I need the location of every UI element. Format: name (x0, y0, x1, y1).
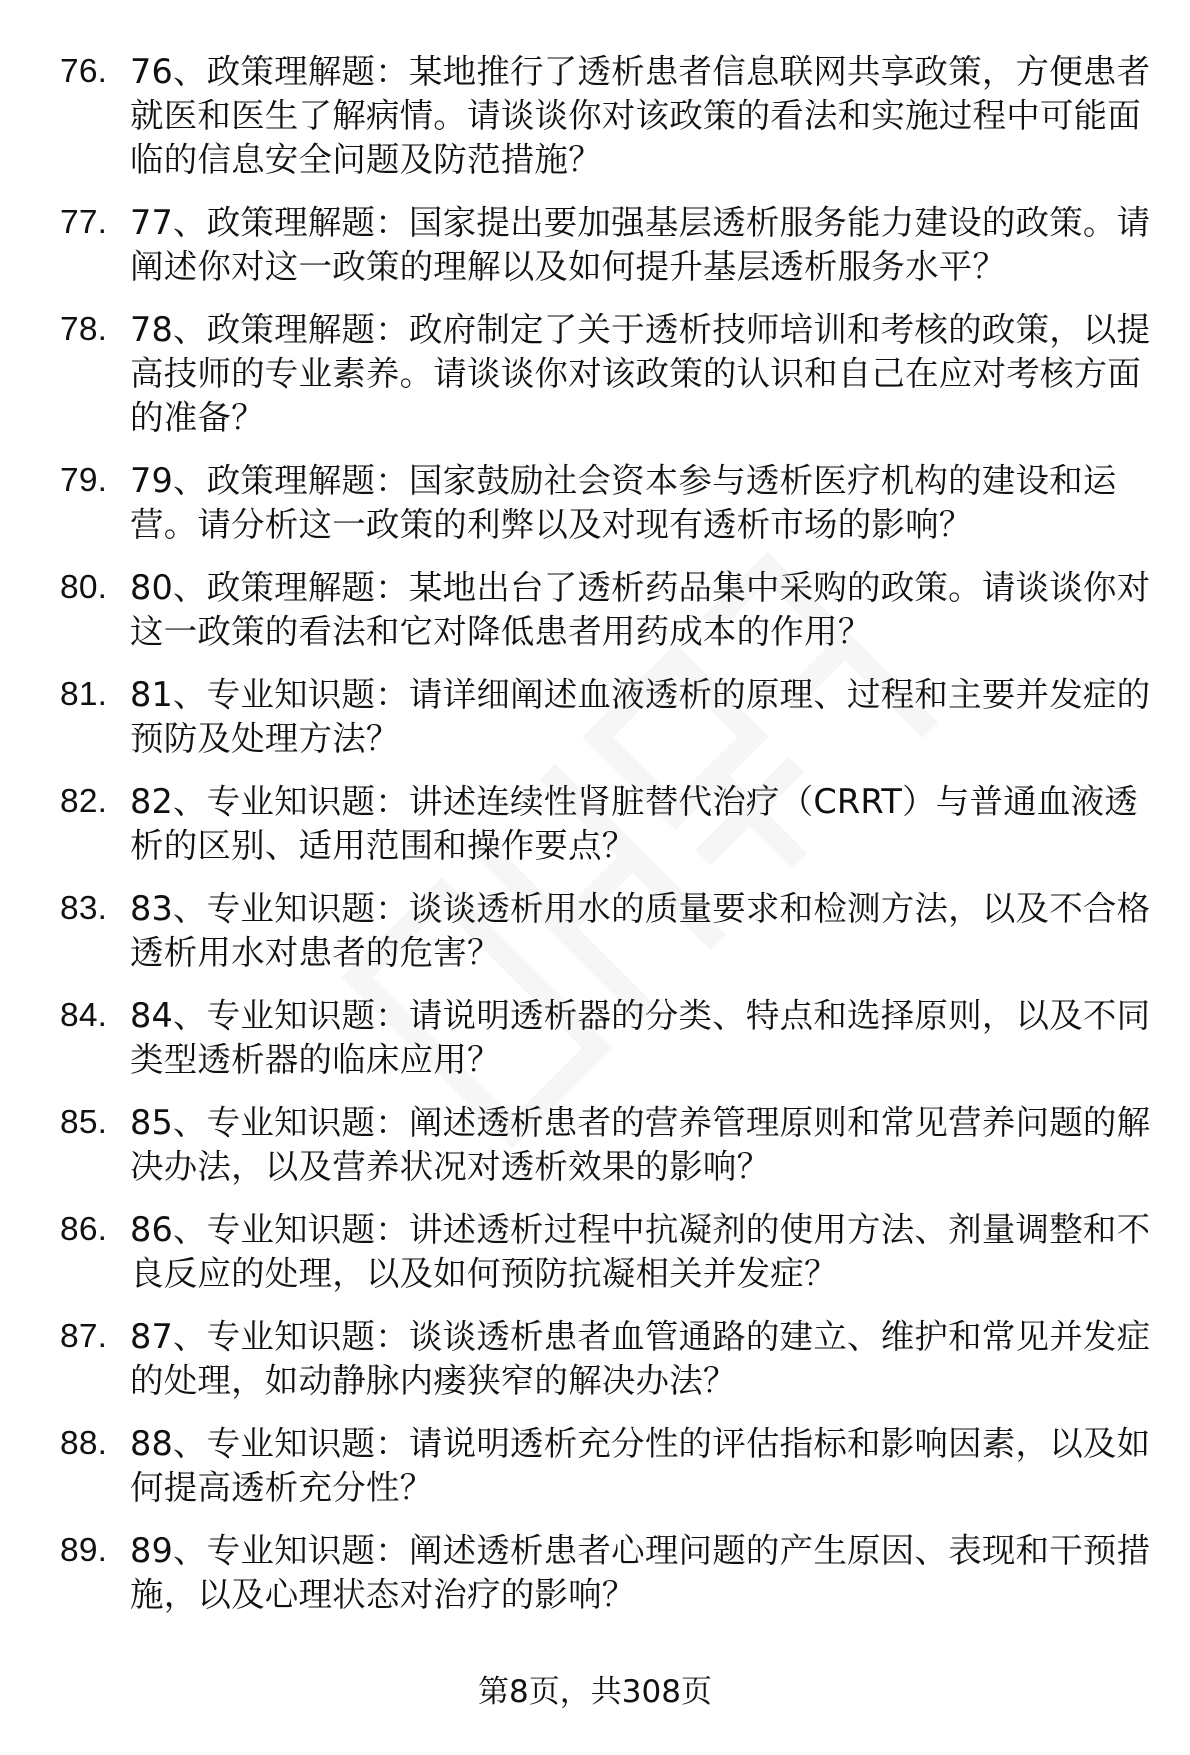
question-item (60, 1315, 1160, 1403)
question-item (60, 780, 1160, 868)
question-item (60, 459, 1160, 547)
question-item (60, 201, 1160, 289)
question-number: 87. (60, 1318, 108, 1355)
question-list (60, 50, 1160, 1636)
question-text: 77、政策理解题：国家提出要加强基层透析服务能力建设的政策。请阐述你对这一政策的理解以及如何提升基层透析服务水平？ (130, 203, 1151, 286)
question-item (60, 994, 1160, 1082)
question-item (60, 566, 1160, 654)
question-text: 81、专业知识题：请详细阐述血液透析的原理、过程和主要并发症的预防及处理方法？ (130, 675, 1151, 758)
question-number: 80. (60, 569, 108, 606)
question-text: 89、专业知识题：阐述透析患者心理问题的产生原因、表现和干预措施，以及心理状态对治疗的影响？ (130, 1531, 1151, 1614)
question-text: 79、政策理解题：国家鼓励社会资本参与透析医疗机构的建设和运营。请分析这一政策的利弊以及对现有透析市场的影响？ (130, 461, 1117, 544)
question-text: 87、专业知识题：谈谈透析患者血管通路的建立、维护和常见并发症的处理，如动静脉内瘘狭窄的解决办法？ (130, 1317, 1151, 1400)
question-number: 84. (60, 997, 108, 1034)
question-item (60, 1101, 1160, 1189)
question-number: 86. (60, 1211, 108, 1248)
question-text: 82、专业知识题：讲述连续性肾脏替代治疗（CRRT）与普通血液透析的区别、适用范围和操作要点？ (130, 782, 1138, 865)
question-item (60, 673, 1160, 761)
question-item (60, 50, 1160, 182)
question-text: 85、专业知识题：阐述透析患者的营养管理原则和常见营养问题的解决办法，以及营养状况对透析效果的影响？ (130, 1103, 1151, 1186)
page-footer: 第8页，共308页 (478, 1674, 712, 1710)
question-item (60, 887, 1160, 975)
question-text: 76、政策理解题：某地推行了透析患者信息联网共享政策，方便患者就医和医生了解病情。请谈谈你对该政策的看法和实施过程中可能面临的信息安全问题及防范措施？ (130, 52, 1151, 179)
question-item (60, 308, 1160, 440)
question-number: 77. (60, 204, 108, 241)
question-text: 84、专业知识题：请说明透析器的分类、特点和选择原则，以及不同类型透析器的临床应用？ (130, 996, 1151, 1079)
question-number: 78. (60, 311, 108, 348)
question-number: 83. (60, 890, 108, 927)
question-text: 88、专业知识题：请说明透析充分性的评估指标和影响因素，以及如何提高透析充分性？ (130, 1424, 1151, 1507)
question-number: 85. (60, 1104, 108, 1141)
question-item (60, 1422, 1160, 1510)
question-number: 88. (60, 1425, 108, 1462)
question-number: 82. (60, 783, 108, 820)
question-text: 78、政策理解题：政府制定了关于透析技师培训和考核的政策，以提高技师的专业素养。请谈谈你对该政策的认识和自己在应对考核方面的准备？ (130, 310, 1151, 437)
question-item (60, 1529, 1160, 1617)
question-text: 86、专业知识题：讲述透析过程中抗凝剂的使用方法、剂量调整和不良反应的处理，以及如何预防抗凝相关并发症？ (130, 1210, 1151, 1293)
question-item (60, 1208, 1160, 1296)
question-number: 81. (60, 676, 108, 713)
question-number: 89. (60, 1532, 108, 1569)
question-text: 83、专业知识题：谈谈透析用水的质量要求和检测方法，以及不合格透析用水对患者的危害？ (130, 889, 1151, 972)
question-text: 80、政策理解题：某地出台了透析药品集中采购的政策。请谈谈你对这一政策的看法和它对降低患者用药成本的作用？ (130, 568, 1151, 651)
question-number: 79. (60, 462, 108, 499)
question-number: 76. (60, 53, 108, 90)
